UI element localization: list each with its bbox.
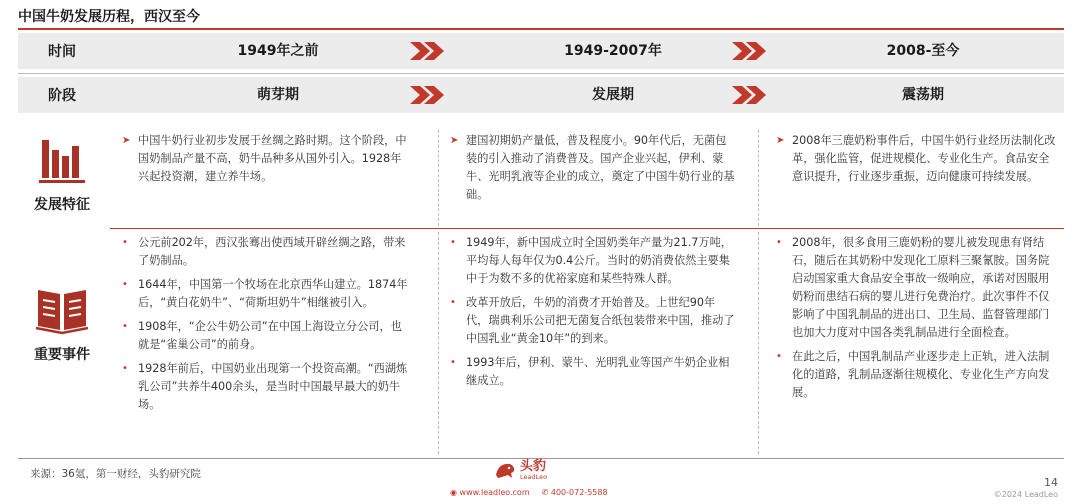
list-item: • 1644年，中国第一个牧场在北京西华山建立。1874年后，“黄白花奶牛”、“荷斯坦奶牛”相继被引入。 bbox=[122, 278, 408, 309]
logo-subtext: LeadLeo bbox=[520, 473, 548, 481]
events-col-1 bbox=[118, 234, 408, 420]
events-side bbox=[18, 284, 106, 364]
stage-1: 萌芽期 bbox=[257, 87, 299, 103]
phone-icon: ✆ bbox=[541, 488, 549, 497]
list-item: • 改革开放后，牛奶的消费才开始普及。上世纪90年代，瑞典利乐公司把无菌复合纸包装带来中国，推动了中国乳业“黄金10年”的到来。 bbox=[450, 296, 735, 345]
globe-icon: ◉ bbox=[450, 488, 457, 497]
list-item: • 在此之后，中国乳制品产业逐步走上正轨，进入法制化的道路，乳制品逐渐往规模化、专业化生产方向发展。 bbox=[776, 350, 1050, 399]
phone-number: 400-072-5588 bbox=[550, 488, 608, 497]
events-col-2 bbox=[446, 234, 736, 396]
time-header-row bbox=[18, 33, 1064, 69]
title-rule bbox=[18, 28, 1064, 30]
logo-text: 头豹 bbox=[520, 459, 547, 474]
column-divider bbox=[438, 130, 439, 226]
open-book-icon bbox=[18, 284, 106, 340]
features-label: 发展特征 bbox=[34, 197, 90, 213]
section-divider bbox=[110, 228, 1064, 229]
source-note: 来源：36氪，第一财经，头豹研究院 bbox=[30, 468, 201, 480]
list-item: ➤ 建国初期奶产量低，普及程度小。90年代后，无菌包装的引入推动了消费普及。国产企业兴起，伊利、蒙牛、光明乳液等企业的成立，奠定了中国牛奶行业的基础。 bbox=[450, 134, 735, 201]
leopard-logo-icon bbox=[494, 461, 516, 481]
page-title: 中国牛奶发展历程，西汉至今 bbox=[18, 9, 200, 25]
stage-3: 震荡期 bbox=[902, 87, 944, 103]
contact-info bbox=[450, 488, 608, 497]
row-divider bbox=[18, 73, 1064, 74]
column-divider bbox=[758, 232, 759, 454]
arrow-right-icon bbox=[732, 86, 768, 104]
list-item: • 1908年，“企公牛奶公司”在中国上海设立分公司，也就是“雀巢公司”的前身。 bbox=[122, 320, 402, 351]
features-col-3 bbox=[772, 132, 1060, 192]
brand-logo bbox=[494, 460, 547, 481]
column-divider bbox=[758, 130, 759, 226]
list-item: • 1928年前后，中国奶业出现第一个投资高潮。“西湖炼乳公司”共养牛400余头，是当时中国最早最大的奶牛场。 bbox=[122, 362, 408, 411]
list-item: • 公元前202年，西汉张骞出使西域开辟丝绸之路，带来了奶制品。 bbox=[122, 236, 406, 267]
features-col-1 bbox=[118, 132, 408, 192]
features-side bbox=[18, 130, 106, 214]
stage-2: 发展期 bbox=[592, 87, 634, 103]
page-number: 14 bbox=[1044, 476, 1058, 489]
list-item: ➤ 2008年三鹿奶粉事件后，中国牛奶行业经历法制化改革，强化监管，促进规模化、专业化生产。食品安全意识提升，行业逐步重振，迈向健康可持续发展。 bbox=[776, 134, 1056, 183]
list-item: • 2008年，很多食用三鹿奶粉的婴儿被发现患有肾结石，随后在其奶粉中发现化工原料三聚氰胺。国务院启动国家重大食品安全事故一级响应，承诺对因服用奶粉而患结石病的婴儿进行免费治疗。此次事件不仅影响了中国乳制品的进出口、卫生局、监督管理部门也加大力度对中国各类乳制品进行全面检查。 bbox=[776, 236, 1050, 339]
copyright: ©2024 LeadLeo bbox=[993, 490, 1058, 499]
list-item: • 1949年，新中国成立时全国奶类年产量为21.7万吨，平均每人每年仅为0.4公斤。当时的奶消费依然主要集中于为数不多的优裕家庭和某些特殊人群。 bbox=[450, 236, 732, 285]
period-3: 2008-至今 bbox=[886, 43, 960, 59]
website-link[interactable]: www.leadleo.com bbox=[459, 488, 530, 497]
list-item: ➤ 中国牛奶行业初步发展于丝绸之路时期。这个阶段，中国奶制品产量不高，奶牛品种多从国外引入。1928年兴起投资潮，建立养牛场。 bbox=[122, 134, 407, 183]
period-2: 1949-2007年 bbox=[564, 43, 662, 59]
arrow-right-icon bbox=[410, 42, 446, 60]
list-item: • 1993年后，伊利、蒙牛、光明乳业等国产牛奶企业相继成立。 bbox=[450, 356, 730, 387]
events-col-3 bbox=[772, 234, 1060, 408]
arrow-right-icon bbox=[410, 86, 446, 104]
column-divider bbox=[438, 232, 439, 454]
time-label: 时间 bbox=[48, 44, 76, 60]
stage-label: 阶段 bbox=[48, 88, 76, 104]
features-col-2 bbox=[446, 132, 736, 210]
arrow-right-icon bbox=[732, 42, 768, 60]
period-1: 1949年之前 bbox=[237, 43, 319, 59]
events-label: 重要事件 bbox=[34, 347, 90, 363]
stage-header-row bbox=[18, 77, 1064, 113]
bar-chart-icon bbox=[18, 130, 106, 190]
